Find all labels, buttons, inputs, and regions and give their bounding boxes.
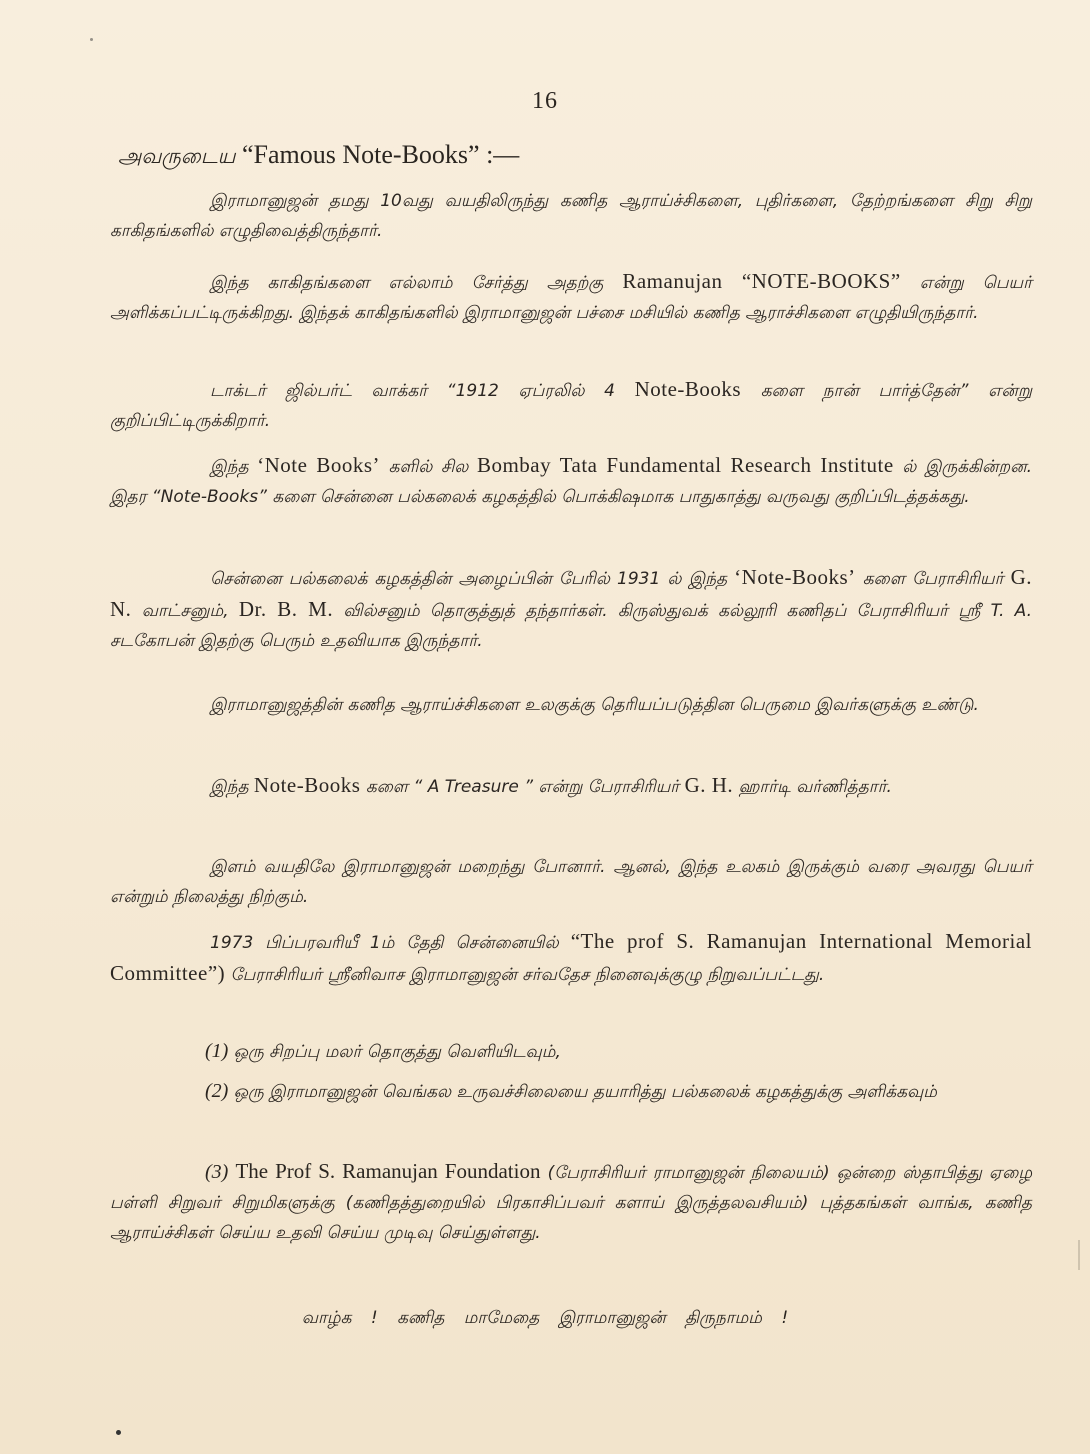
paragraph-1: [110, 186, 1032, 246]
paragraph-text: இந்த: [210, 777, 249, 797]
paragraph-text: வாட்சனும்,: [141, 601, 229, 621]
paragraph-text: களை நான் பார்த்தேன்” என்று குறிப்பிட்டிருக்கிறார்.: [110, 381, 1033, 431]
heading-english: “Famous Note-Books” :—: [242, 140, 520, 169]
paragraph-7: [110, 770, 1032, 802]
list-item-english: The Prof S. Ramanujan Foundation: [235, 1159, 541, 1183]
paragraph-english: ‘Note-Books’: [734, 565, 856, 589]
paragraph-text: சென்னை பல்கலைக் கழகத்தின் அழைப்பின் பேரில் 1931 ல் இந்த: [210, 569, 728, 589]
paragraph-english: Note-Books: [253, 773, 361, 797]
paragraph-4: [110, 450, 1032, 512]
paragraph-text: இந்த: [210, 457, 249, 477]
list-item-number: (1): [205, 1040, 229, 1062]
paragraph-text: களை பேராசிரியர்: [862, 569, 1004, 589]
paragraph-2: [110, 266, 1032, 328]
paper-speck: [116, 1430, 121, 1435]
section-heading: [118, 140, 519, 171]
list-item-3: [110, 1156, 1032, 1248]
paragraph-text: வில்சனும் தொகுத்துத் தந்தார்கள். கிருஸ்துவக் கல்லூரி கணிதப் பேராசிரியர் ஸ்ரீ T. A. சடகோபன் இதற்கு பெரும் உதவியாக இருந்தார்.: [110, 601, 1033, 651]
paragraph-text: களை “ A Treasure ” என்று பேராசிரியர்: [365, 777, 680, 797]
paragraph-text: ல் இருக்கின்றன. இதர “Note-Books” களை சென்னை பல்கலைக் கழகத்தில் பொக்கிஷமாக பாதுகாத்து வருவது குறிப்பிடத்தக்கது.: [110, 457, 1032, 507]
paragraph-text: இராமானுஜன் தமது 10வது வயதிலிருந்து கணித ஆராய்ச்சிகளை, புதிர்களை, தேற்றங்களை சிறு சிறு காகிதங்களில் எழுதிவைத்திருந்தார்.: [110, 191, 1032, 241]
list-item-text: (பேராசிரியர் ராமானுஜன் நிலையம்) ஒன்றை ஸ்தாபித்து ஏழை பள்ளி சிறுவர் சிறுமிகளுக்கு (கணிதத்துறையில் பிரகாசிப்பவர் களாய் இருத்தலவசியம்) புத்தகங்கள் வாங்க, கணித ஆராய்ச்சிகள் செய்ய உதவி செய்ய முடிவு செய்துள்ளது.: [110, 1163, 1032, 1243]
paragraph-text: ஹார்டி வர்ணித்தார்.: [738, 777, 892, 797]
paragraph-english: ‘Note Books’: [257, 453, 381, 477]
page-edge-mark: [1078, 1240, 1090, 1270]
paragraph-text: இந்த காகிதங்களை எல்லாம் சேர்த்து அதற்கு: [210, 273, 604, 293]
paragraph-6: [110, 690, 1032, 720]
list-item-number: (3): [205, 1161, 229, 1183]
closing-line: வாழ்க ! கணித மாமேதை இராமானுஜன் திருநாமம் !: [301, 1308, 789, 1328]
list-item-text: ஒரு இராமானுஜன் வெங்கல உருவச்சிலையை தயாரித்து பல்கலைக் கழகத்துக்கு அளிக்கவும்: [233, 1082, 937, 1102]
paragraph-english: G. H.: [684, 773, 734, 797]
paragraph-text: டாக்டர் ஜில்பர்ட் வாக்கர் “1912 ஏப்ரலில் 4: [210, 381, 615, 401]
paragraph-text: இராமானுஜத்தின் கணித ஆராய்ச்சிகளை உலகுக்கு தெரியப்படுத்தின பெருமை இவர்களுக்கு உண்டு.: [210, 695, 979, 715]
list-item-number: (2): [205, 1080, 229, 1102]
paragraph-english: G. N.: [110, 565, 1032, 621]
paragraph-5: [110, 562, 1032, 656]
paragraph-text: என்று பெயர் அளிக்கப்பட்டிருக்கிறது. இந்தக் காகிதங்களில் இராமானுஜன் பச்சை மசியில் கணித ஆராச்சிகளை எழுதியிருந்தார்.: [110, 273, 1033, 323]
paragraph-english: Bombay Tata Fundamental Research Institute: [476, 453, 894, 477]
paragraph-english: Note-Books: [634, 377, 742, 401]
paragraph-9: [110, 926, 1032, 990]
paragraph-text: இளம் வயதிலே இராமானுஜன் மறைந்து போனார். ஆனல், இந்த உலகம் இருக்கும் வரை அவரது பெயர் என்றும் நிலைத்து நிற்கும்.: [110, 857, 1032, 907]
paragraph-3: [110, 374, 1032, 436]
page-number: 16: [532, 88, 558, 114]
paragraph-english: “The prof S. Ramanujan International Memorial Committee”): [110, 929, 1033, 985]
list-item-2: [110, 1076, 1032, 1107]
paragraph-text: களில் சில: [388, 457, 469, 477]
paragraph-text: பேராசிரியர் ஸ்ரீனிவாச இராமானுஜன் சர்வதேச நினைவுக்குழு நிறுவப்பட்டது.: [230, 965, 825, 985]
heading-tamil: அவருடைய: [118, 144, 236, 168]
paragraph-english: Ramanujan “NOTE-BOOKS”: [622, 269, 901, 293]
list-item-1: [110, 1036, 1032, 1067]
paragraph-english: Dr. B. M.: [238, 597, 334, 621]
paragraph-8: [110, 852, 1032, 912]
paper-speck: [90, 38, 93, 41]
paragraph-text: 1973 பிப்பரவரியீ 1ம் தேதி சென்னையில்: [210, 933, 559, 953]
list-item-text: ஒரு சிறப்பு மலர் தொகுத்து வெளியிடவும்,: [233, 1042, 561, 1062]
